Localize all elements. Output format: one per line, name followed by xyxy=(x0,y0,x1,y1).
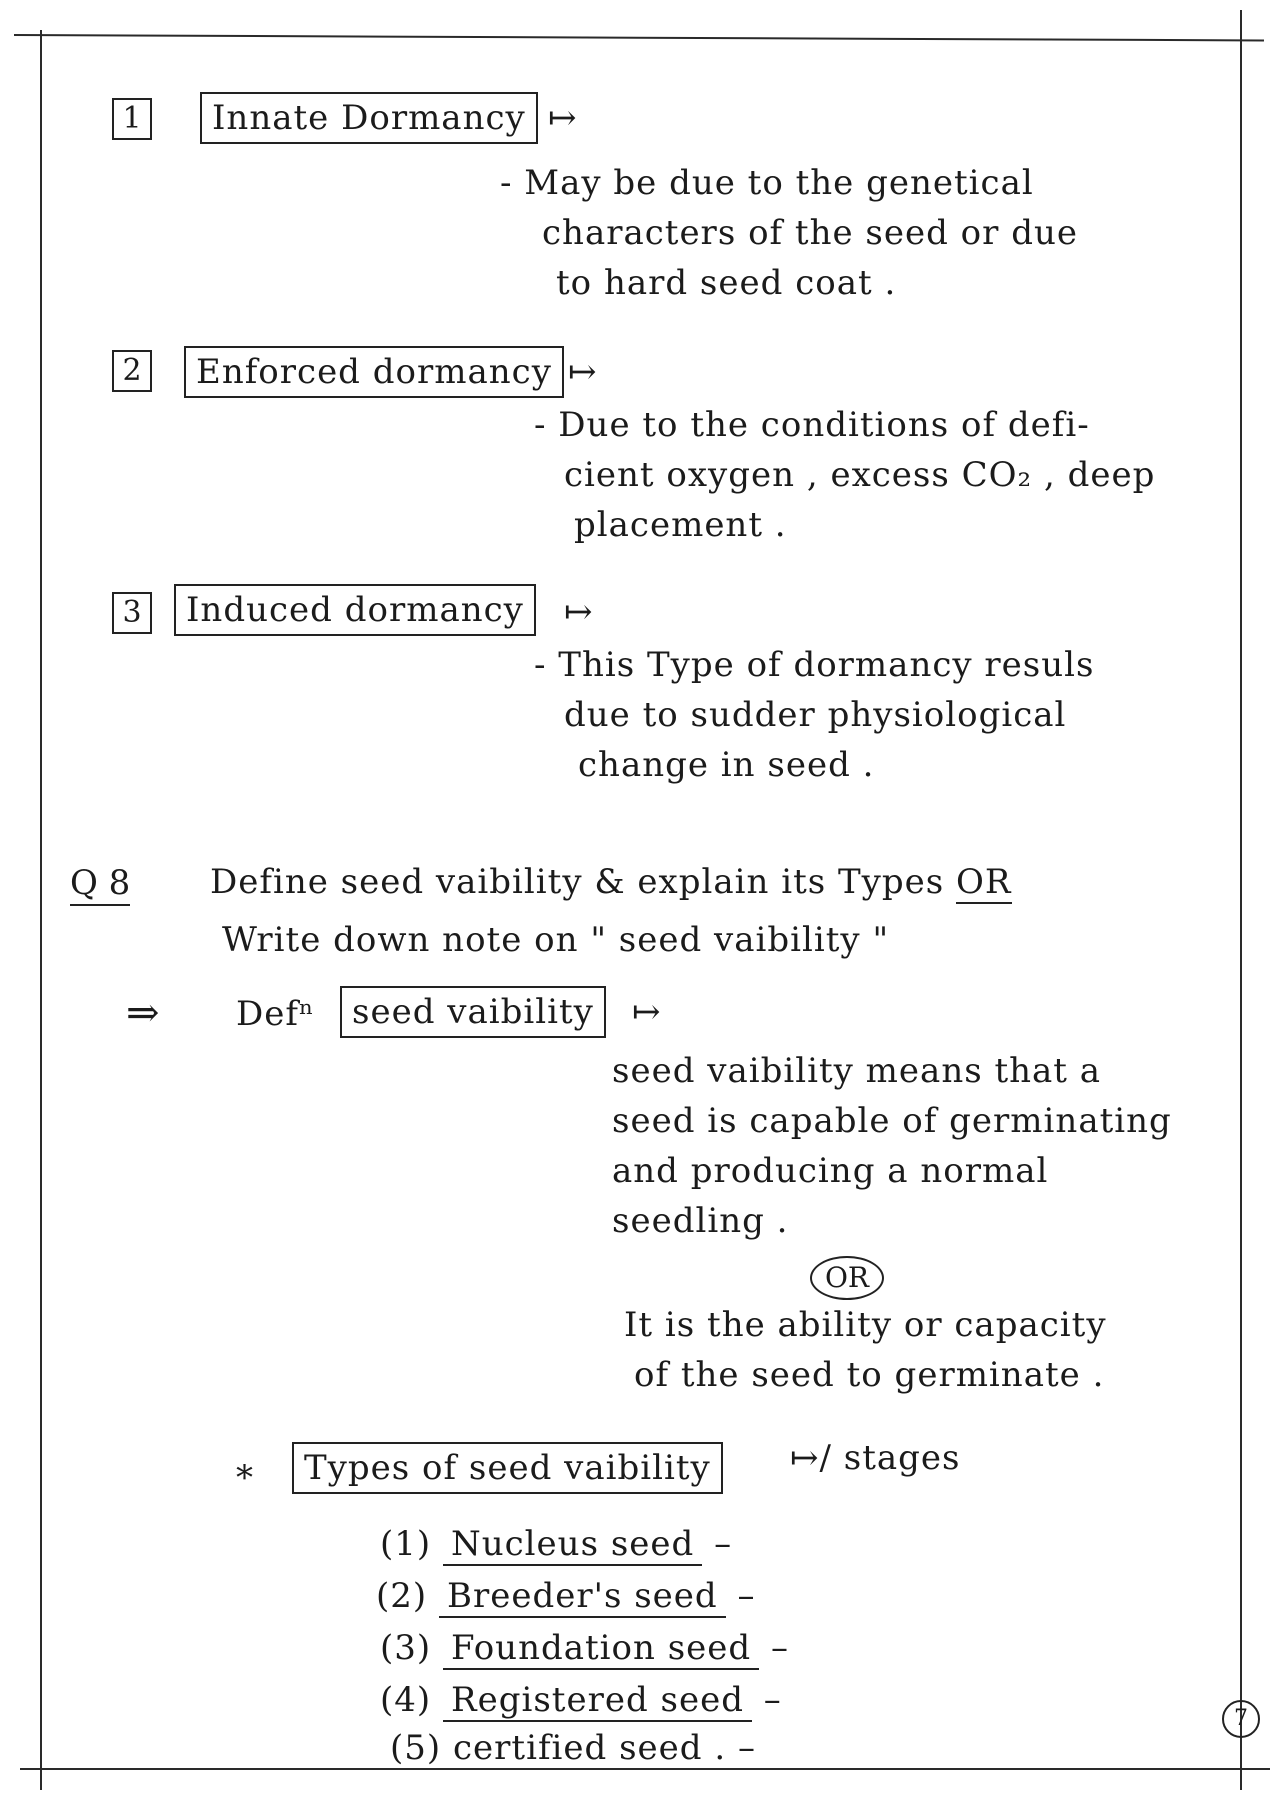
section-heading-induced: Induced dormancy xyxy=(174,584,536,636)
section-body-innate xyxy=(500,158,1078,308)
body-line: characters of the seed or due xyxy=(542,213,1078,253)
body-line: to hard seed coat . xyxy=(556,263,897,303)
section-heading-enforced: Enforced dormancy xyxy=(184,346,564,398)
stage-number: (4) xyxy=(380,1680,432,1720)
stage-item-5: (5) certified seed . – xyxy=(390,1728,756,1768)
definition-prefix: Defⁿ xyxy=(236,994,315,1034)
types-suffix-text: / stages xyxy=(819,1438,961,1478)
stage-number: (5) xyxy=(390,1728,442,1768)
section-body-induced xyxy=(534,640,1094,790)
arrow-icon: ↦ xyxy=(548,98,577,138)
body-line: placement . xyxy=(574,505,787,545)
definition-body xyxy=(612,1046,1172,1246)
body-line: It is the ability or capacity xyxy=(624,1305,1107,1345)
body-line: - May be due to the genetical xyxy=(500,163,1034,203)
section-body-enforced xyxy=(534,400,1155,550)
body-line: seedling . xyxy=(612,1201,789,1241)
definition-alt-body xyxy=(624,1300,1107,1400)
body-line: - Due to the conditions of defi- xyxy=(534,405,1090,445)
body-line: of the seed to germinate . xyxy=(634,1355,1105,1395)
definition-heading: seed vaibility xyxy=(340,986,606,1038)
bullet-star-icon: * xyxy=(236,1458,253,1498)
body-line: and producing a normal xyxy=(612,1151,1049,1191)
stage-item-3: (3) Foundation seed – xyxy=(380,1628,789,1668)
stage-number: (3) xyxy=(380,1628,432,1668)
body-line: due to sudder physiological xyxy=(564,695,1067,735)
body-line: change in seed . xyxy=(578,745,875,785)
stage-label: certified seed . xyxy=(452,1728,727,1768)
definition-or: OR xyxy=(810,1256,884,1300)
stage-item-2: (2) Breeder's seed – xyxy=(376,1576,756,1616)
stage-item-4: (4) Registered seed – xyxy=(380,1680,782,1720)
section-number-3: 3 xyxy=(112,592,152,634)
question-or: OR xyxy=(956,862,1012,902)
body-line: - This Type of dormancy resuls xyxy=(534,645,1095,685)
question-line-1 xyxy=(210,862,1012,902)
stage-number: (2) xyxy=(376,1576,428,1616)
section-number-1: 1 xyxy=(112,98,152,140)
stage-label: Nucleus seed xyxy=(443,1524,702,1566)
implies-arrow-icon: ⇒ xyxy=(126,990,161,1036)
question-label: Q 8 xyxy=(70,862,130,906)
page-number: 7 xyxy=(1222,1700,1260,1738)
arrow-icon: ↦ xyxy=(568,352,597,392)
types-suffix xyxy=(790,1438,960,1478)
stage-item-1: (1) Nucleus seed – xyxy=(380,1524,733,1564)
stage-number: (1) xyxy=(380,1524,432,1564)
stage-label: Foundation seed xyxy=(443,1628,759,1670)
top-rule xyxy=(14,34,1264,41)
stage-label: Registered seed xyxy=(443,1680,752,1722)
arrow-icon: ↦ xyxy=(632,992,661,1032)
arrow-icon: ↦ xyxy=(790,1438,820,1478)
stage-label: Breeder's seed xyxy=(439,1576,726,1618)
section-number-2: 2 xyxy=(112,350,152,392)
section-heading-innate: Innate Dormancy xyxy=(200,92,538,144)
body-line: seed is capable of germinating xyxy=(612,1101,1172,1141)
right-margin-rule xyxy=(1240,10,1242,1790)
bottom-rule xyxy=(20,1768,1270,1770)
body-line: cient oxygen , excess CO₂ , deep xyxy=(564,455,1156,495)
arrow-icon: ↦ xyxy=(564,592,593,632)
types-heading: Types of seed vaibility xyxy=(292,1442,723,1494)
body-line: seed vaibility means that a xyxy=(612,1051,1102,1091)
question-text: Define seed vaibility & explain its Types xyxy=(210,862,945,902)
question-line-2: Write down note on " seed vaibility " xyxy=(222,920,890,960)
left-margin-rule xyxy=(40,30,42,1790)
